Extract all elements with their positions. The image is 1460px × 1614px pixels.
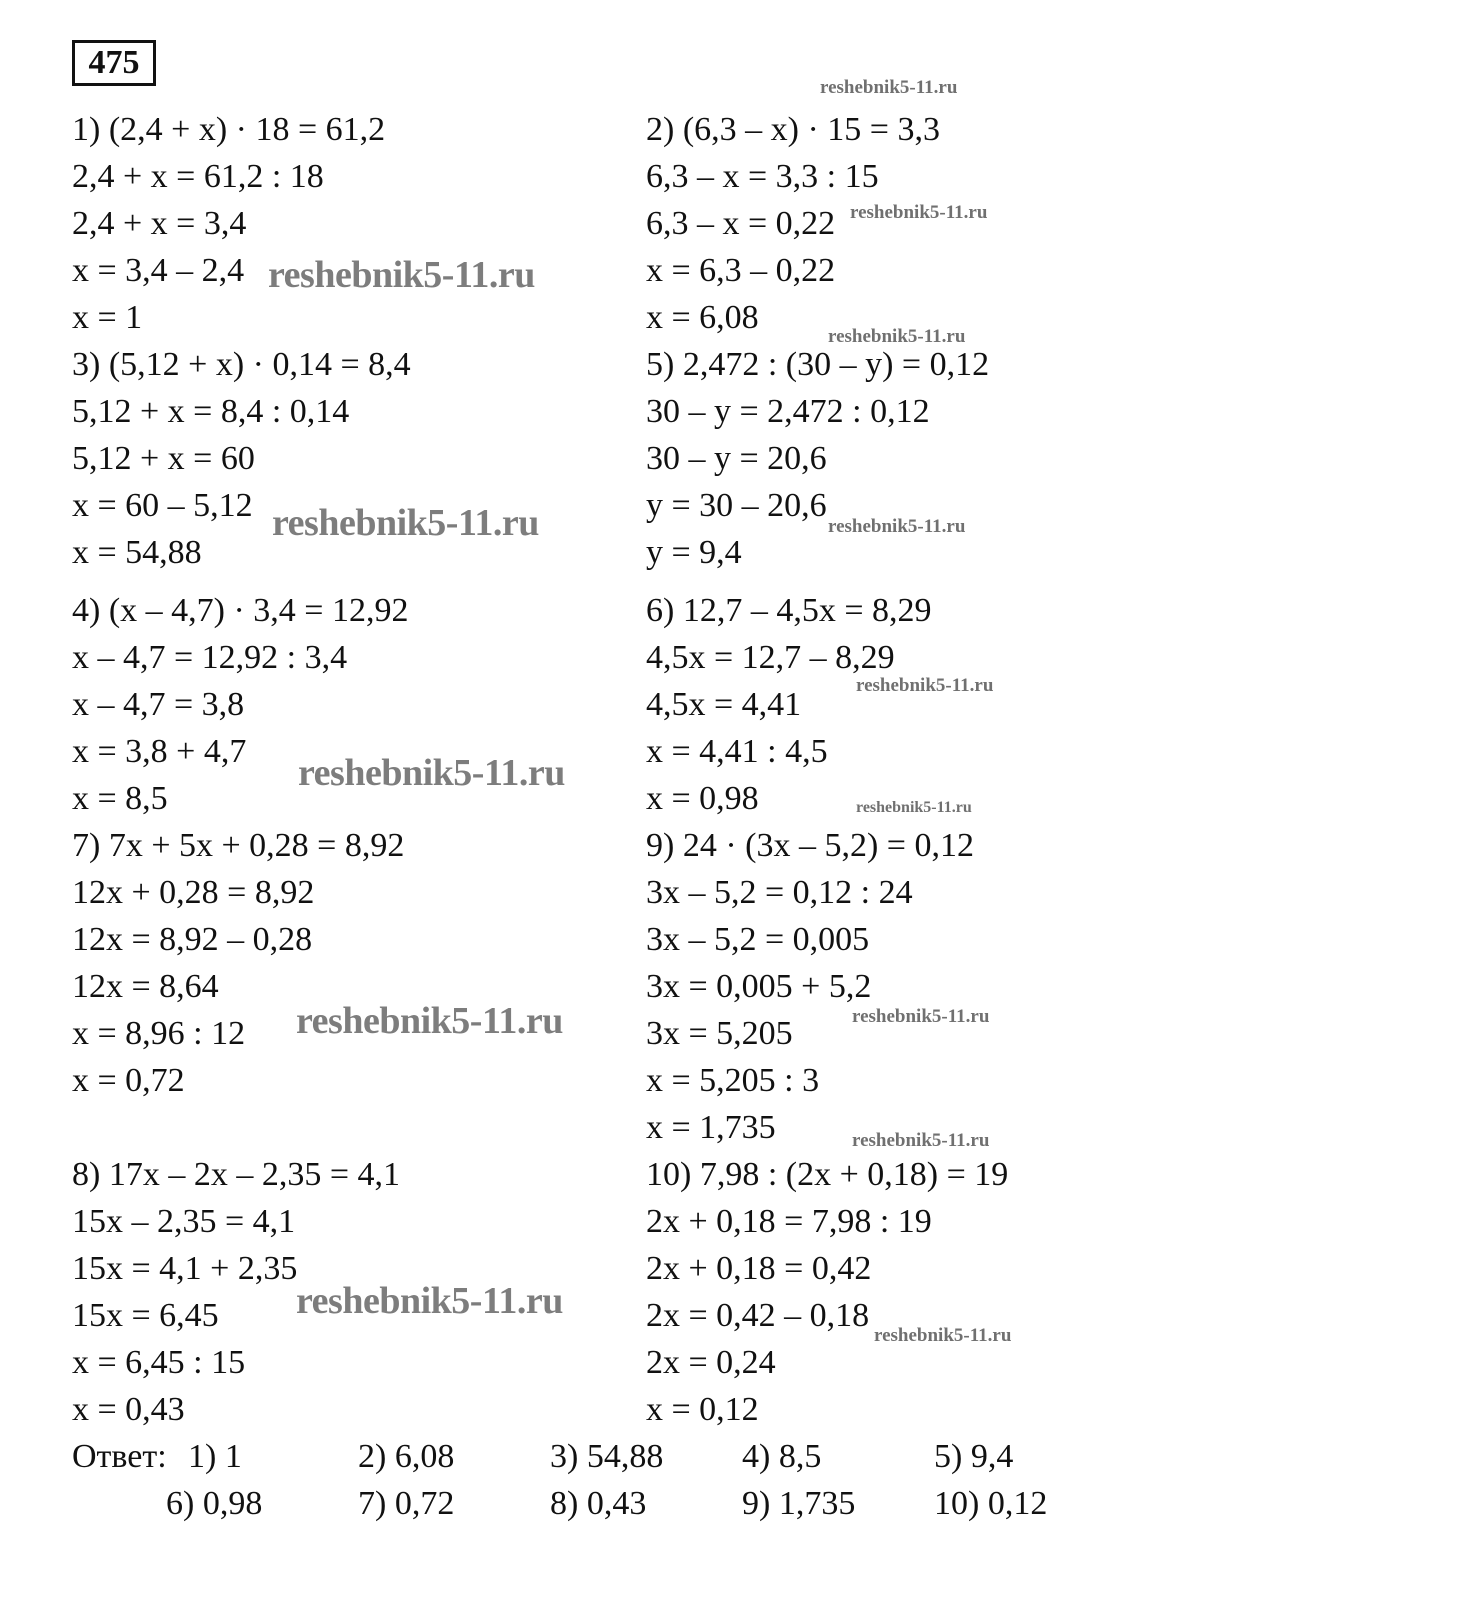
answer-item: 8) 0,43 — [550, 1485, 647, 1522]
equation-line: 15x = 4,1 + 2,35 — [72, 1250, 298, 1287]
watermark: reshebnik5-11.ru — [820, 77, 958, 98]
answer-item: 6) 0,98 — [166, 1485, 263, 1522]
equation-line: x = 8,96 : 12 — [72, 1015, 246, 1052]
equation-line: 10) 7,98 : (2x + 0,18) = 19 — [646, 1156, 1009, 1193]
watermark: reshebnik5-11.ru — [852, 1130, 990, 1151]
equation-line: 12x = 8,64 — [72, 968, 219, 1005]
equation-line: 15x – 2,35 = 4,1 — [72, 1203, 296, 1240]
equation-line: 8) 17x – 2x – 2,35 = 4,1 — [72, 1156, 400, 1193]
equation-line: x = 5,205 : 3 — [646, 1062, 820, 1099]
equation-line: 12x = 8,92 – 0,28 — [72, 921, 313, 958]
equation-line: 6,3 – x = 3,3 : 15 — [646, 158, 879, 195]
watermark: reshebnik5-11.ru — [850, 202, 988, 223]
equation-line: 6) 12,7 – 4,5x = 8,29 — [646, 592, 932, 629]
equation-line: 30 – y = 20,6 — [646, 440, 827, 477]
watermark: reshebnik5-11.ru — [828, 326, 966, 347]
watermark: reshebnik5-11.ru — [268, 254, 535, 296]
answer-block — [0, 1440, 1460, 1530]
equation-line: 4,5x = 12,7 – 8,29 — [646, 639, 895, 676]
equation-line: 9) 24 · (3x – 5,2) = 0,12 — [646, 827, 974, 864]
watermark: reshebnik5-11.ru — [272, 502, 539, 544]
answer-label: Ответ: — [72, 1438, 167, 1475]
equation-line: x = 8,5 — [72, 780, 168, 817]
equation-line: 3x – 5,2 = 0,12 : 24 — [646, 874, 913, 911]
equation-line: 2x = 0,24 — [646, 1344, 776, 1381]
equation-line: x = 60 – 5,12 — [72, 487, 253, 524]
equation-line: x = 6,3 – 0,22 — [646, 252, 836, 289]
equation-line: 5,12 + x = 60 — [72, 440, 255, 477]
answer-item: 5) 9,4 — [934, 1438, 1014, 1475]
equation-line: x = 6,08 — [646, 299, 759, 336]
equation-line: 30 – y = 2,472 : 0,12 — [646, 393, 930, 430]
equation-line: y = 30 – 20,6 — [646, 487, 827, 524]
equation-line: 12x + 0,28 = 8,92 — [72, 874, 315, 911]
equation-line: x = 3,4 – 2,4 — [72, 252, 245, 289]
equation-line: 3x – 5,2 = 0,005 — [646, 921, 870, 958]
equation-line: 2,4 + x = 3,4 — [72, 205, 247, 242]
equation-line: x = 6,45 : 15 — [72, 1344, 246, 1381]
equation-line: 3x = 0,005 + 5,2 — [646, 968, 872, 1005]
answer-item: 10) 0,12 — [934, 1485, 1048, 1522]
equation-line: y = 9,4 — [646, 534, 742, 571]
equation-line: 2) (6,3 – x) · 15 = 3,3 — [646, 111, 940, 148]
answer-item: 1) 1 — [188, 1438, 242, 1475]
answer-item: 7) 0,72 — [358, 1485, 455, 1522]
watermark: reshebnik5-11.ru — [828, 516, 966, 537]
equation-line: 7) 7x + 5x + 0,28 = 8,92 — [72, 827, 405, 864]
watermark: reshebnik5-11.ru — [296, 1000, 563, 1042]
equation-line: 6,3 – x = 0,22 — [646, 205, 836, 242]
equation-line: x – 4,7 = 12,92 : 3,4 — [72, 639, 348, 676]
answer-item: 2) 6,08 — [358, 1438, 455, 1475]
equation-line: 15x = 6,45 — [72, 1297, 219, 1334]
equation-line: x = 3,8 + 4,7 — [72, 733, 247, 770]
task-number-box: 475 — [72, 40, 156, 86]
equation-line: x = 4,41 : 4,5 — [646, 733, 828, 770]
equation-line: x = 1 — [72, 299, 143, 336]
equation-line: 2x + 0,18 = 0,42 — [646, 1250, 872, 1287]
watermark: reshebnik5-11.ru — [856, 675, 994, 696]
equation-line: x = 0,43 — [72, 1391, 185, 1428]
watermark: reshebnik5-11.ru — [298, 752, 565, 794]
equation-line: 3) (5,12 + x) · 0,14 = 8,4 — [72, 346, 411, 383]
equation-line: 3x = 5,205 — [646, 1015, 793, 1052]
equation-line: x = 0,12 — [646, 1391, 759, 1428]
equation-line: x = 54,88 — [72, 534, 202, 571]
equation-line: 4,5x = 4,41 — [646, 686, 802, 723]
equation-line: 5) 2,472 : (30 – y) = 0,12 — [646, 346, 990, 383]
watermark: reshebnik5-11.ru — [852, 1006, 990, 1027]
equation-line: 2x + 0,18 = 7,98 : 19 — [646, 1203, 932, 1240]
watermark: reshebnik5-11.ru — [874, 1325, 1012, 1346]
answer-item: 3) 54,88 — [550, 1438, 664, 1475]
equation-line: x – 4,7 = 3,8 — [72, 686, 245, 723]
answer-item: 9) 1,735 — [742, 1485, 856, 1522]
equation-line: 1) (2,4 + x) · 18 = 61,2 — [72, 111, 386, 148]
equation-line: 5,12 + x = 8,4 : 0,14 — [72, 393, 350, 430]
equation-line: 2x = 0,42 – 0,18 — [646, 1297, 870, 1334]
equation-line: x = 0,98 — [646, 780, 759, 817]
watermark: reshebnik5-11.ru — [856, 799, 972, 816]
equation-line: 2,4 + x = 61,2 : 18 — [72, 158, 324, 195]
equation-line: x = 1,735 — [646, 1109, 776, 1146]
answer-item: 4) 8,5 — [742, 1438, 822, 1475]
equation-line: 4) (x – 4,7) · 3,4 = 12,92 — [72, 592, 409, 629]
equation-line: x = 0,72 — [72, 1062, 185, 1099]
watermark: reshebnik5-11.ru — [296, 1280, 563, 1322]
